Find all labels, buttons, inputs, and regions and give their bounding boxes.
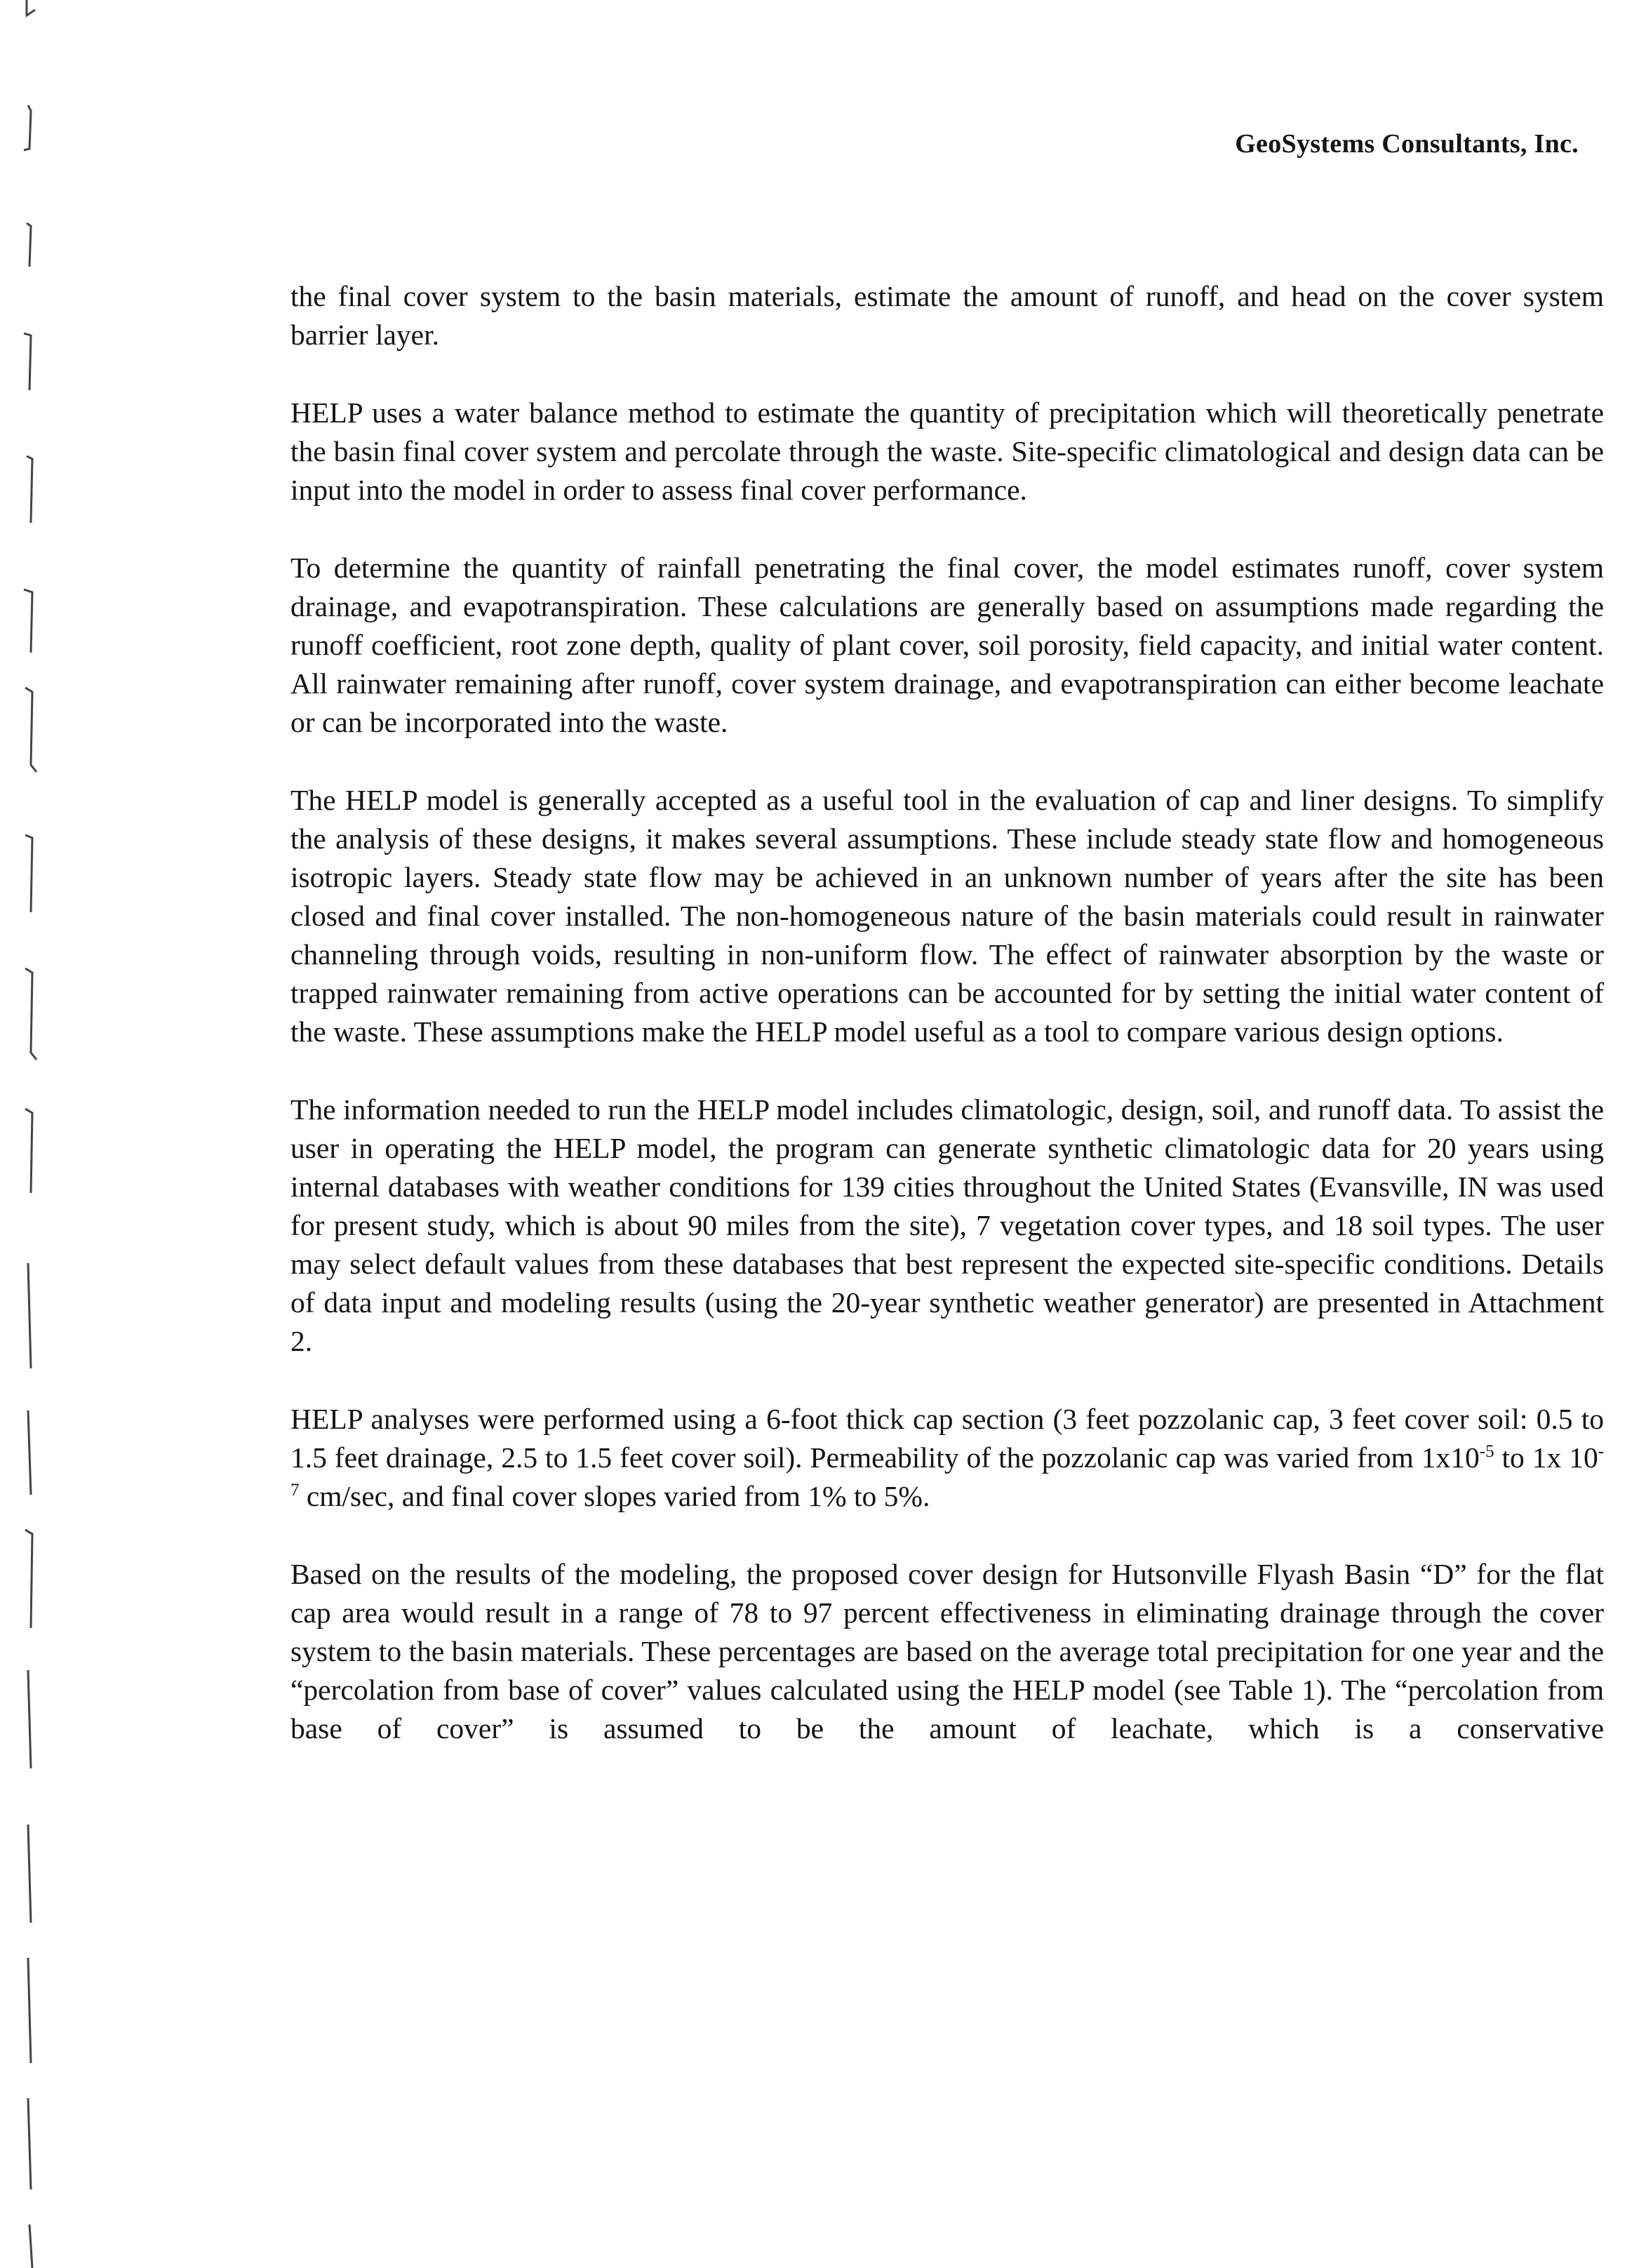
paragraph: the final cover system to the basin materials, estimate the amount of runoff, and head on the cover system barrier layer. xyxy=(290,280,1604,351)
edge-mark xyxy=(28,2098,31,2189)
edge-mark xyxy=(25,835,32,912)
edge-mark xyxy=(28,1825,31,1923)
paragraph-text: HELP analyses were performed using a 6-foot thick cap section (3 feet pozzolanic cap, 3 feet cover soil: 0.5 to 1.5 feet drainage, 2.5 to 1.5 feet cover soil). Permeability of the pozzolanic cap was varied from 1x10 xyxy=(290,1403,1604,1474)
edge-mark xyxy=(27,456,32,523)
edge-mark xyxy=(28,1958,31,2063)
paragraph: Based on the results of the modeling, the proposed cover design for Hutsonville Flyash Basin “D” for the flat cap area would result in a range of 78 to 97 percent effectiveness in eliminating drainage through the cover system to the basin materials. These percentages are based on the average total precipitation for one year and the “percolation from base of cover” values calculated using the HELP model (see Table 1). The “percolation from base of cover” is assumed to be the amount of leachate, which is a conservative xyxy=(290,1558,1604,1745)
exponent: -7 xyxy=(290,1442,1605,1500)
edge-mark xyxy=(28,1410,31,1495)
edge-mark xyxy=(24,333,31,390)
paragraph: The HELP model is generally accepted as a useful tool in the evaluation of cap and liner designs. To simplify the analysis of these designs, it makes several assumptions. These include steady state flow and homogeneous isotropic layers. Steady state flow may be achieved in an unknown number of years after the site has been closed and final cover installed. The non-homogeneous nature of the basin materials could result in rainwater channeling through voids, resulting in non-uniform flow. The effect of rainwater absorption by the waste or trapped rainwater remaining from active operations can be accounted for by setting the initial water content of the waste. These assumptions make the HELP model useful as a tool to compare various design options. xyxy=(290,784,1604,1048)
binding-edge-marks xyxy=(0,0,84,2268)
exponent: -5 xyxy=(1479,1442,1494,1462)
paragraph: To determine the quantity of rainfall penetrating the final cover, the model estimates runoff, cover system drainage, and evapotranspiration. These calculations are generally based on assumptions made regarding the runoff coefficient, root zone depth, quality of plant cover, soil porosity, field capacity, and initial water content. All rainwater remaining after runoff, cover system drainage, and evapotranspiration can either become leachate or can be incorporated into the waste. xyxy=(290,552,1604,738)
paragraph-text: to 1x 10 xyxy=(1494,1441,1598,1474)
edge-mark xyxy=(29,2224,32,2268)
company-header: GeoSystems Consultants, Inc. xyxy=(1235,129,1579,159)
edge-mark xyxy=(25,1109,32,1193)
edge-mark xyxy=(28,1670,31,1768)
edge-mark xyxy=(25,688,36,772)
paragraph-text: cm/sec, and final cover slopes varied from 1% to 5%. xyxy=(299,1480,930,1512)
paragraph: HELP uses a water balance method to estimate the quantity of precipitation which will theoretically penetrate the basin final cover system and percolate through the waste. Site-specific climatological and design data can be input into the model in order to assess final cover performance. xyxy=(290,396,1604,506)
edge-mark xyxy=(25,968,36,1060)
paragraph: The information needed to run the HELP model includes climatologic, design, soil, and runoff data. To assist the user in operating the HELP model, the program can generate synthetic climatologic data for 20 years using internal databases with weather conditions for 139 cities throughout the United States (Evansville, IN was used for present study, which is about 90 miles from the site), 7 vegetation cover types, and 18 soil types. The user may select default values from these databases that best represent the expected site-specific conditions. Details of data input and modeling results (using the 20-year synthetic weather generator) are presented in Attachment 2. xyxy=(290,1093,1604,1357)
edge-mark xyxy=(27,223,31,267)
body-text xyxy=(290,277,1604,1748)
paragraph-permeability xyxy=(290,1400,1604,1516)
edge-mark xyxy=(27,0,35,15)
edge-mark xyxy=(25,1530,32,1628)
edge-mark xyxy=(28,1263,31,1368)
edge-mark xyxy=(24,105,31,150)
edge-mark xyxy=(24,589,32,653)
